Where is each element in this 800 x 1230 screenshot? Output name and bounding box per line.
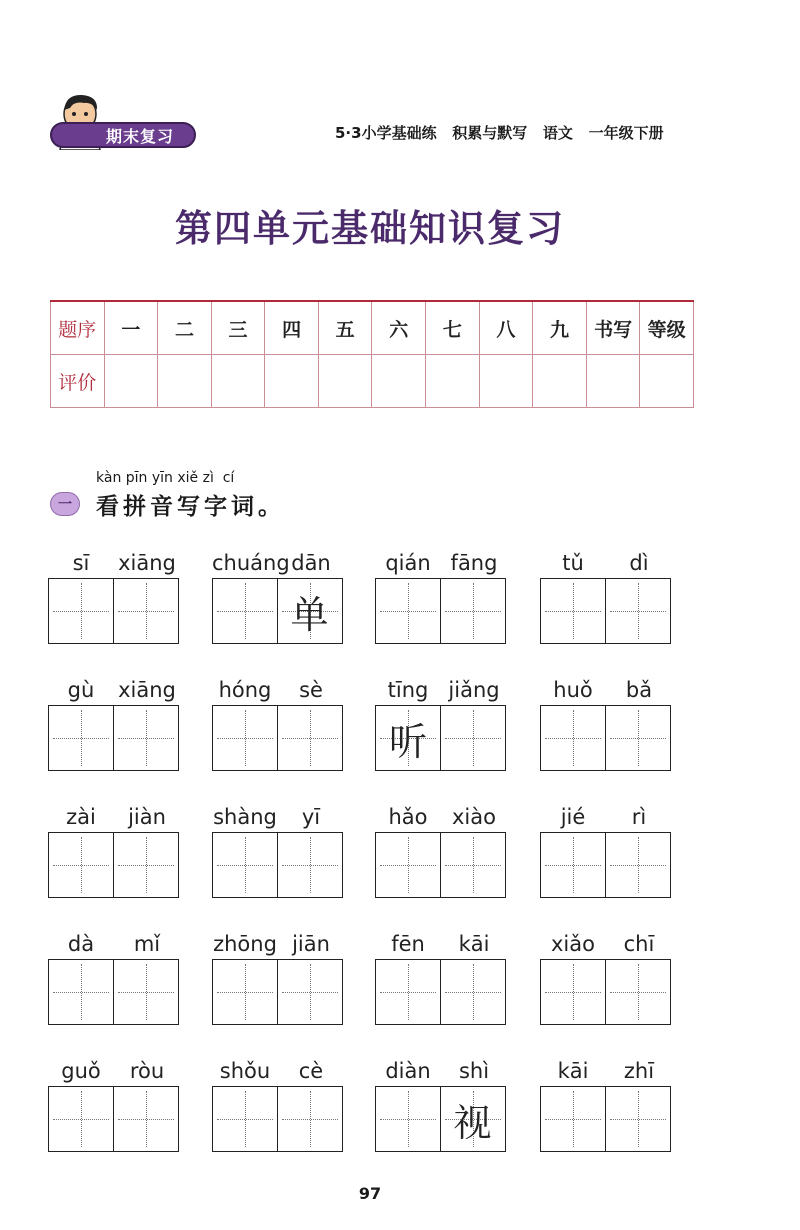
writing-box[interactable]	[212, 705, 278, 771]
pinyin-syllable: dān	[291, 551, 331, 575]
writing-box[interactable]	[540, 578, 606, 644]
written-character	[541, 579, 605, 643]
writing-box[interactable]	[277, 832, 343, 898]
pinyin-syllable: fāng	[450, 551, 498, 575]
written-character: 单	[290, 592, 329, 637]
word-item	[212, 806, 344, 888]
writing-box[interactable]	[48, 578, 114, 644]
written-character	[213, 1087, 277, 1151]
written-character	[49, 1087, 113, 1151]
writing-box[interactable]	[113, 959, 179, 1025]
eval-cell[interactable]	[426, 355, 480, 408]
eval-cell[interactable]	[211, 355, 265, 408]
pinyin-syllable: ròu	[129, 1059, 165, 1083]
eval-cell[interactable]	[104, 355, 158, 408]
writing-box[interactable]	[375, 1086, 441, 1152]
score-col-header: 题序	[51, 301, 105, 355]
pinyin-syllable: xiào	[452, 805, 496, 829]
score-col-header: 书写	[586, 301, 640, 355]
writing-box[interactable]	[440, 1086, 506, 1152]
writing-box[interactable]	[540, 705, 606, 771]
written-character	[278, 833, 342, 897]
word-item	[540, 679, 672, 761]
series-title: 5·3小学基础练 积累与默写 语文 一年级下册	[335, 124, 664, 142]
written-character	[376, 960, 440, 1024]
written-character	[278, 706, 342, 770]
writing-box[interactable]	[440, 959, 506, 1025]
pinyin-syllable: fēn	[391, 932, 425, 956]
written-character	[278, 960, 342, 1024]
writing-box[interactable]	[375, 832, 441, 898]
writing-box[interactable]	[540, 959, 606, 1025]
written-character	[213, 579, 277, 643]
word-item	[375, 806, 507, 888]
word-item	[48, 933, 180, 1015]
score-table	[50, 300, 694, 408]
written-character	[606, 579, 670, 643]
writing-box[interactable]	[277, 959, 343, 1025]
writing-box[interactable]	[212, 1086, 278, 1152]
writing-box[interactable]	[277, 1086, 343, 1152]
writing-box[interactable]	[605, 705, 671, 771]
written-character	[114, 706, 178, 770]
written-character	[606, 1087, 670, 1151]
score-col-header: 一	[104, 301, 158, 355]
writing-box[interactable]	[540, 1086, 606, 1152]
word-item	[375, 933, 507, 1015]
word-item	[48, 806, 180, 888]
writing-box[interactable]	[277, 705, 343, 771]
writing-box[interactable]	[48, 959, 114, 1025]
pinyin-syllable: jiàn	[128, 805, 166, 829]
section-pinyin: kàn pīn yīn xiě zì cí	[96, 470, 235, 486]
written-character: 视	[453, 1100, 492, 1145]
written-character	[541, 960, 605, 1024]
word-item	[540, 933, 672, 1015]
written-character	[441, 833, 505, 897]
eval-cell[interactable]	[533, 355, 587, 408]
word-item	[375, 678, 507, 764]
score-col-header: 六	[372, 301, 426, 355]
written-character	[441, 960, 505, 1024]
eval-cell[interactable]	[640, 355, 694, 408]
written-character	[49, 579, 113, 643]
score-col-header: 五	[318, 301, 372, 355]
writing-box[interactable]	[48, 832, 114, 898]
pinyin-syllable: chī	[623, 932, 655, 956]
writing-box[interactable]	[605, 959, 671, 1025]
pinyin-syllable: kāi	[458, 932, 490, 956]
writing-box[interactable]	[605, 1086, 671, 1152]
writing-box[interactable]	[212, 578, 278, 644]
eval-cell[interactable]	[586, 355, 640, 408]
writing-box[interactable]	[48, 705, 114, 771]
section-number-badge: 一	[50, 492, 80, 516]
writing-box[interactable]	[605, 578, 671, 644]
pinyin-syllable: xiǎo	[551, 932, 595, 956]
writing-box[interactable]	[113, 578, 179, 644]
pinyin-syllable: kāi	[557, 1059, 589, 1083]
written-character	[441, 706, 505, 770]
eval-cell[interactable]	[158, 355, 212, 408]
word-item	[212, 933, 344, 1015]
section-instruction: 看拼音写字词。	[96, 494, 285, 520]
pinyin-syllable: shàng	[213, 805, 277, 829]
pinyin-syllable: hóng	[218, 678, 272, 702]
score-col-header: 四	[265, 301, 319, 355]
written-character	[213, 960, 277, 1024]
writing-box[interactable]	[605, 832, 671, 898]
score-col-header: 九	[533, 301, 587, 355]
written-character	[441, 579, 505, 643]
score-col-header: 二	[158, 301, 212, 355]
pinyin-syllable: chuáng	[212, 551, 290, 575]
eval-cell[interactable]	[479, 355, 533, 408]
written-character	[376, 1087, 440, 1151]
eval-cell[interactable]	[318, 355, 372, 408]
pinyin-syllable: dà	[67, 932, 95, 956]
written-character	[541, 833, 605, 897]
written-character	[114, 1087, 178, 1151]
pinyin-syllable: huǒ	[553, 678, 593, 702]
writing-box[interactable]	[440, 705, 506, 771]
pinyin-syllable: xiāng	[118, 551, 176, 575]
score-col-header: 三	[211, 301, 265, 355]
written-character	[49, 833, 113, 897]
pinyin-syllable: bǎ	[625, 678, 653, 702]
word-item	[540, 806, 672, 888]
written-character	[606, 833, 670, 897]
written-character	[213, 706, 277, 770]
eval-cell[interactable]	[265, 355, 319, 408]
pinyin-syllable: zhōng	[213, 932, 277, 956]
pinyin-syllable: tīng	[387, 678, 429, 702]
eval-cell[interactable]	[372, 355, 426, 408]
pinyin-syllable: xiāng	[118, 678, 176, 702]
pinyin-syllable: dì	[629, 551, 649, 575]
pinyin-syllable: yī	[301, 805, 321, 829]
word-item	[48, 552, 180, 634]
pinyin-syllable: guǒ	[61, 1059, 101, 1083]
writing-box[interactable]	[540, 832, 606, 898]
written-character	[213, 833, 277, 897]
writing-box[interactable]	[113, 1086, 179, 1152]
word-item	[540, 552, 672, 634]
score-col-header: 等级	[640, 301, 694, 355]
writing-box[interactable]	[375, 705, 441, 771]
writing-box[interactable]	[277, 578, 343, 644]
word-item	[375, 1059, 507, 1145]
score-col-header: 八	[479, 301, 533, 355]
pinyin-syllable: shì	[458, 1059, 490, 1083]
pinyin-syllable: qián	[385, 551, 431, 575]
written-character	[114, 960, 178, 1024]
pinyin-syllable: hǎo	[388, 805, 428, 829]
written-character: 听	[388, 719, 427, 764]
writing-box[interactable]	[212, 832, 278, 898]
written-character	[278, 1087, 342, 1151]
writing-box[interactable]	[212, 959, 278, 1025]
word-item	[375, 552, 507, 634]
word-item	[540, 1060, 672, 1142]
written-character	[114, 833, 178, 897]
pinyin-syllable: diàn	[385, 1059, 431, 1083]
written-character	[49, 960, 113, 1024]
pinyin-syllable: gù	[67, 678, 95, 702]
writing-box[interactable]	[375, 578, 441, 644]
writing-box[interactable]	[440, 832, 506, 898]
word-item	[48, 679, 180, 761]
written-character	[376, 579, 440, 643]
writing-box[interactable]	[440, 578, 506, 644]
pinyin-syllable: rì	[631, 805, 647, 829]
pinyin-syllable: jié	[560, 805, 586, 829]
writing-box[interactable]	[113, 832, 179, 898]
pinyin-syllable: cè	[298, 1059, 324, 1083]
written-character	[606, 960, 670, 1024]
pinyin-syllable: jiān	[292, 932, 330, 956]
writing-box[interactable]	[113, 705, 179, 771]
pinyin-syllable: tǔ	[562, 551, 584, 575]
pinyin-syllable: sè	[299, 678, 323, 702]
pinyin-syllable: zài	[66, 805, 96, 829]
score-table-eval-row	[51, 355, 694, 408]
pinyin-syllable: mǐ	[133, 932, 161, 956]
word-item	[48, 1060, 180, 1142]
eval-row-label: 评价	[51, 355, 105, 408]
word-item	[212, 551, 344, 637]
page-title: 第四单元基础知识复习	[175, 207, 565, 250]
pinyin-syllable: shǒu	[219, 1059, 271, 1083]
word-item	[212, 679, 344, 761]
written-character	[606, 706, 670, 770]
score-table-header-row	[51, 301, 694, 355]
word-item	[212, 1060, 344, 1142]
written-character	[541, 1087, 605, 1151]
review-badge	[50, 92, 200, 152]
pinyin-syllable: zhī	[623, 1059, 655, 1083]
page-number: 97	[358, 1184, 382, 1203]
pinyin-syllable: sī	[72, 551, 90, 575]
writing-box[interactable]	[48, 1086, 114, 1152]
score-col-header: 七	[426, 301, 480, 355]
written-character	[114, 579, 178, 643]
badge-label: 期末复习	[106, 127, 175, 146]
written-character	[376, 833, 440, 897]
writing-box[interactable]	[375, 959, 441, 1025]
written-character	[49, 706, 113, 770]
pinyin-syllable: jiǎng	[448, 678, 500, 702]
written-character	[541, 706, 605, 770]
